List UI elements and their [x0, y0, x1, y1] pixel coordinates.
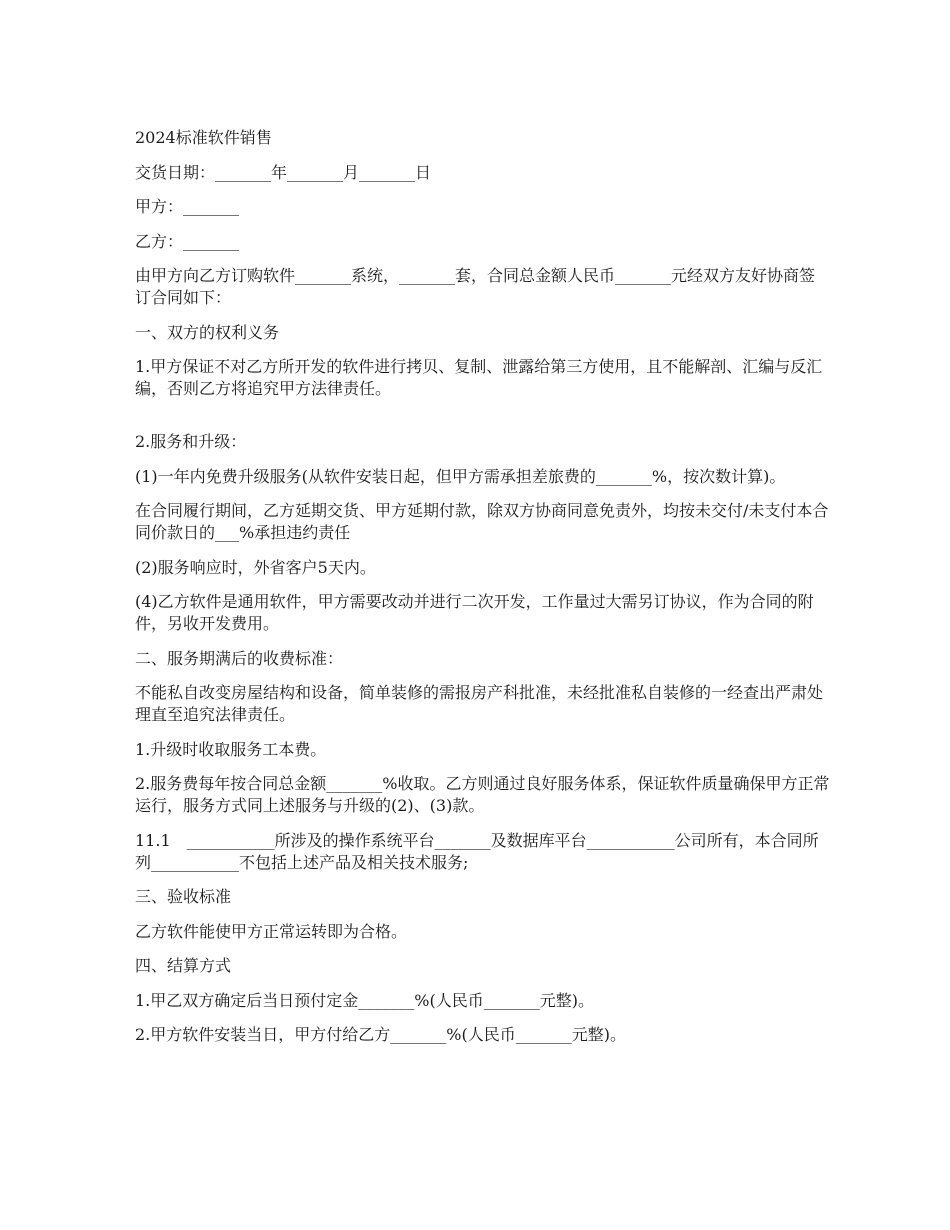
party-b-line: 乙方：_______	[135, 231, 240, 251]
clause-paragraph: (2)服务响应时，外省客户5天内。	[135, 557, 376, 577]
section-heading-acceptance: 三、验收标准	[135, 887, 232, 906]
clause-paragraph: (4)乙方软件是通用软件，甲方需要改动并进行二次开发，工作量过大需另订协议，作为合同的附件，另收开发费用。	[135, 592, 814, 633]
clause-paragraph: 乙方软件能使甲方正常运转即为合格。	[135, 921, 408, 941]
document-body	[135, 127, 830, 1059]
party-a-line: 甲方：_______	[135, 197, 240, 216]
clause-paragraph: 11.1 ___________所涉及的操作系统平台_______及数据库平台___________公司所有，本合同所列___________不包括上述产品及相关技术服务;	[135, 830, 819, 872]
clause-paragraph: 2.甲方软件安装当日，甲方付给乙方_______%(人民币_______元整)。	[135, 1025, 626, 1044]
clause-paragraph: 在合同履行期间，乙方延期交货、甲方延期付款，除双方协商同意免责外，均按未交付/未支付本合同价款日的___%承担违约责任	[135, 501, 829, 542]
clause-paragraph: 1.甲乙双方确定后当日预付定金_______%(人民币_______元整)。	[135, 990, 594, 1010]
clause-heading-service: 2.服务和升级：	[135, 432, 247, 451]
clause-paragraph: 2.服务费每年按合同总金额_______%收取。乙方则通过良好服务体系，保证软件质量确保甲方正常运行，服务方式同上述服务与升级的(2)、(3)款。	[135, 774, 830, 815]
clause-paragraph: 1.升级时收取服务工本费。	[135, 739, 327, 759]
delivery-date-line: 交货日期：_______年_______月_______日	[135, 162, 432, 182]
clause-paragraph: 1.甲方保证不对乙方所开发的软件进行拷贝、复制、泄露给第三方使用，且不能解剖、汇编与反汇编，否则乙方将追究甲方法律责任。	[135, 357, 823, 398]
section-heading-settlement: 四、结算方式	[135, 956, 232, 975]
intro-paragraph: 由甲方向乙方订购软件_______系统，_______套，合同总金额人民币_______元经双方友好协商签订合同如下：	[135, 266, 816, 307]
clause-paragraph: (1)一年内免费升级服务(从软件安装日起，但甲方需承担差旅费的_______%，按次数计算)。	[135, 466, 786, 486]
section-heading-rights: 一、双方的权利义务	[135, 322, 280, 342]
section-heading-fees: 二、服务期满后的收费标准：	[135, 648, 344, 668]
document-title: 2024标准软件销售	[135, 128, 272, 147]
clause-paragraph: 不能私自改变房屋结构和设备，简单装修的需报房产科批准，未经批准私自装修的一经查出严肃处理直至追究法律责任。	[135, 683, 824, 724]
